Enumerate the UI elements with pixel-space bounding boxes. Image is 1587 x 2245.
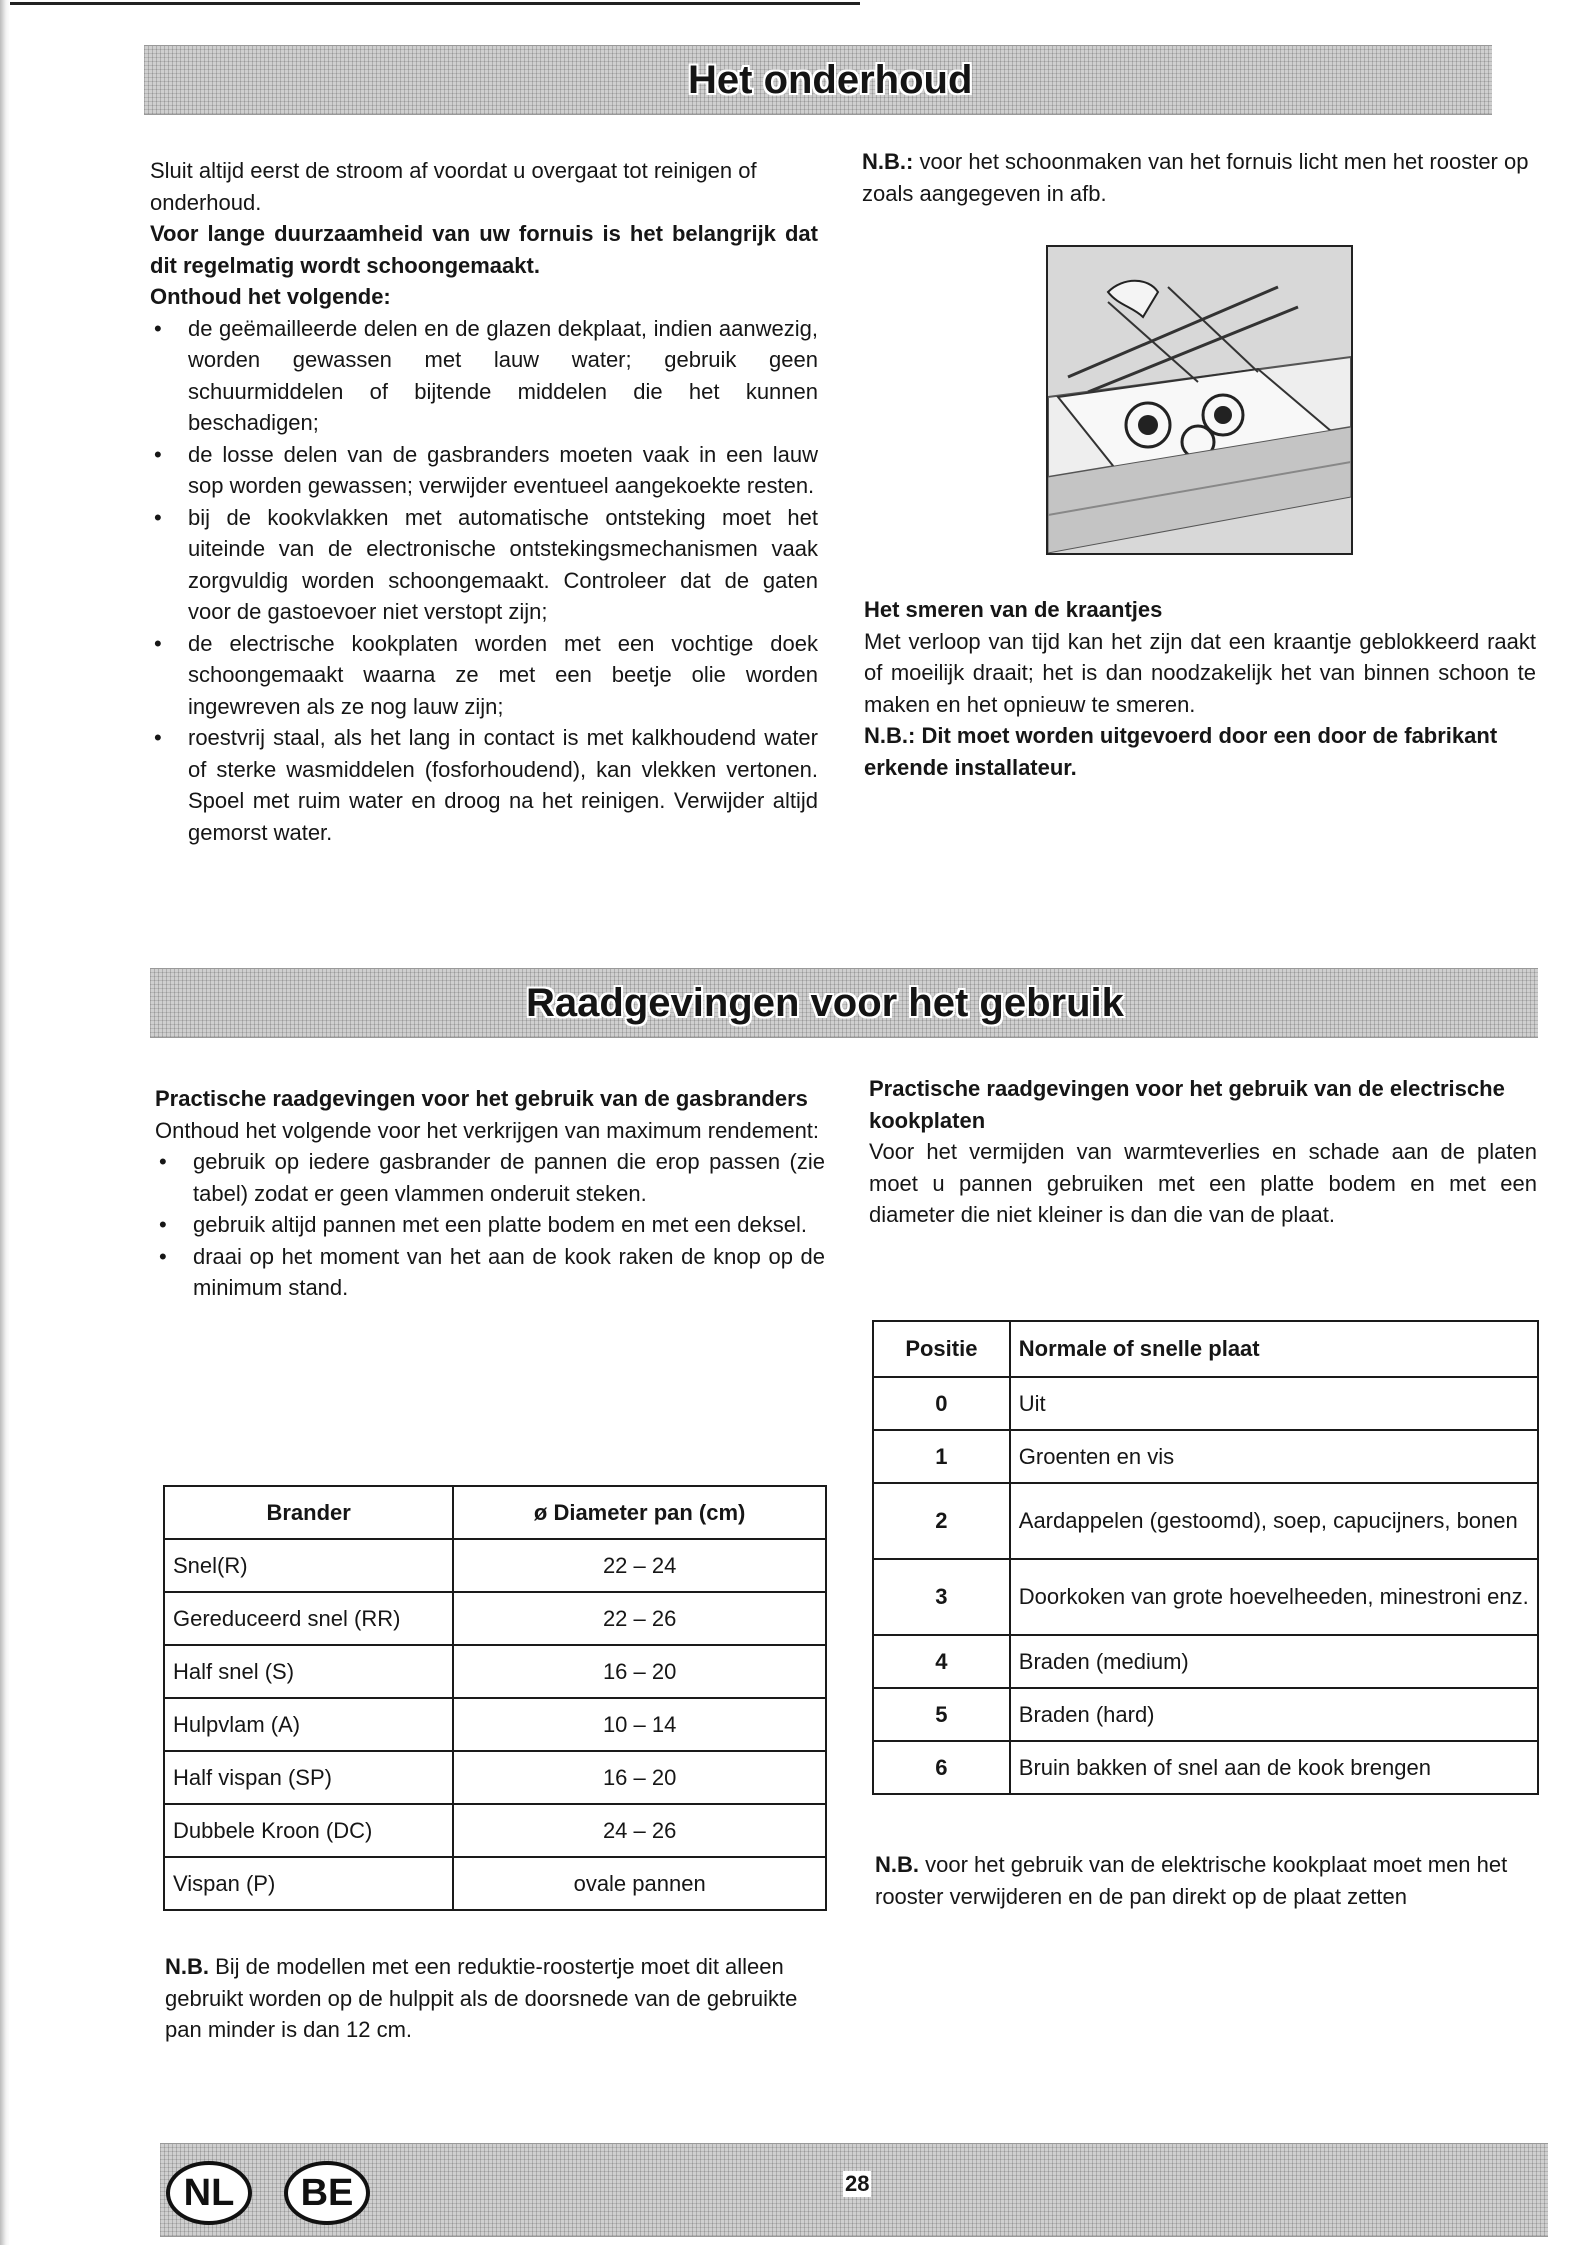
position-description: Uit [1010, 1377, 1538, 1430]
table-row [873, 1741, 1538, 1794]
pan-diameter: ovale pannen [453, 1857, 826, 1910]
maintenance-intro: Sluit altijd eerst de stroom af voordat u overgaat tot reinigen of onderhoud. [150, 158, 757, 215]
table-header: Normale of snelle plaat [1010, 1321, 1538, 1377]
burner-name: Snel(R) [164, 1539, 453, 1592]
gas-advice-intro: Onthoud het volgende voor het verkrijgen van maximum rendement: [155, 1117, 820, 1143]
advice-title: Raadgevingen voor het gebruik [526, 981, 1124, 1025]
maintenance-emphasis: Voor lange duurzaamheid van uw fornuis is het belangrijk dat dit regelmatig wordt schoongemaakt. [150, 221, 818, 278]
country-badge-be: BE [284, 2161, 370, 2225]
grid-lifting-illustration [1046, 245, 1353, 555]
nb-text: voor het gebruik van de elektrische kookplaat moet men het rooster verwijderen en de pan direkt op de plaat zetten [875, 1852, 1508, 1909]
table-row [164, 1698, 826, 1751]
position-description: Groenten en vis [1010, 1430, 1538, 1483]
position-value: 3 [873, 1559, 1010, 1635]
table-header: Brander [164, 1486, 453, 1539]
pan-diameter: 22 – 26 [453, 1592, 826, 1645]
table-row [873, 1483, 1538, 1559]
nb-text: voor het schoonmaken van het fornuis licht men het rooster op zoals aangegeven in afb. [862, 149, 1529, 206]
pan-diameter: 16 – 20 [453, 1751, 826, 1804]
table-row [164, 1804, 826, 1857]
table-row [873, 1377, 1538, 1430]
position-value: 5 [873, 1688, 1010, 1741]
position-value: 4 [873, 1635, 1010, 1688]
list-item: • gebruik op iedere gasbrander de pannen die erop passen (zie tabel) zodat er geen vlammen onderuit steken. [155, 1146, 825, 1209]
table-row [164, 1592, 826, 1645]
cooktop-illustration-svg [1048, 247, 1351, 553]
list-item: • roestvrij staal, als het lang in contact is met kalkhoudend water of sterke wasmiddelen (fosforhoudend), kan vlekken vertonen. Spoel met ruim water en droog na het reinigen. Verwijder altijd gemorst water. [150, 722, 818, 848]
burner-diameter-table [163, 1485, 827, 1911]
table-row [164, 1751, 826, 1804]
table-header: ø Diameter pan (cm) [453, 1486, 826, 1539]
list-item: • bij de kookvlakken met automatische ontsteking moet het uiteinde van de electronische ontstekingsmechanismen vaak zorgvuldig worden schoongemaakt. Controleer dat de gaten voor de gastoevoer niet verstopt zijn; [150, 502, 818, 628]
top-rule [0, 2, 860, 5]
burner-name: Gereduceerd snel (RR) [164, 1592, 453, 1645]
electric-advice-intro: Voor het vermijden van warmteverlies en schade aan de platen moet u pannen gebruiken met een platte bodem en met een diameter die niet kleiner is dan die van de plaat. [869, 1139, 1537, 1227]
burner-name: Hulpvlam (A) [164, 1698, 453, 1751]
electric-advice-heading: Practische raadgevingen voor het gebruik van de electrische kookplaten [869, 1076, 1505, 1133]
electric-nb [875, 1849, 1539, 1912]
position-value: 1 [873, 1430, 1010, 1483]
table-row [164, 1645, 826, 1698]
table-row [873, 1430, 1538, 1483]
list-item: • de electrische kookplaten worden met een vochtige doek schoongemaakt waarna ze met een beetje olie worden ingewreven als ze nog lauw zijn; [150, 628, 818, 723]
burner-name: Half vispan (SP) [164, 1751, 453, 1804]
maintenance-title: Het onderhoud [688, 58, 973, 102]
lubrication-section [864, 594, 1536, 783]
position-value: 0 [873, 1377, 1010, 1430]
lubrication-heading: Het smeren van de kraantjes [864, 597, 1163, 622]
country-badge-nl: NL [166, 2161, 252, 2225]
nb-label: N.B.: [862, 149, 914, 174]
pan-diameter: 10 – 14 [453, 1698, 826, 1751]
maintenance-remember: Onthoud het volgende: [150, 284, 391, 309]
hotplate-position-table [872, 1320, 1539, 1795]
list-item: • gebruik altijd pannen met een platte bodem en met een deksel. [155, 1209, 825, 1241]
scan-edge [0, 0, 10, 2245]
gas-advice-heading: Practische raadgevingen voor het gebruik van de gasbranders [155, 1086, 808, 1111]
nb-text: Bij de modellen met een reduktie-roostertje moet dit alleen gebruikt worden op de hulppit als de doorsnede van de gebruikte pan minder is dan 12 cm. [165, 1954, 798, 2042]
lubrication-text: Met verloop van tijd kan het zijn dat een kraantje geblokkeerd raakt of moeilijk draait; het is dan noodzakelijk het van binnen schoon te maken en het opnieuw te smeren. [864, 628, 1536, 717]
gas-advice-section [155, 1083, 825, 1304]
maintenance-banner [144, 45, 1492, 115]
pan-diameter: 24 – 26 [453, 1804, 826, 1857]
burner-name: Dubbele Kroon (DC) [164, 1804, 453, 1857]
position-description: Braden (medium) [1010, 1635, 1538, 1688]
gas-advice-bullet-list [155, 1146, 825, 1304]
pan-diameter: 22 – 24 [453, 1539, 826, 1592]
burner-name: Vispan (P) [164, 1857, 453, 1910]
pan-diameter: 16 – 20 [453, 1645, 826, 1698]
position-value: 2 [873, 1483, 1010, 1559]
list-item: • draai op het moment van het aan de kook raken de knop op de minimum stand. [155, 1241, 825, 1304]
table-row [873, 1688, 1538, 1741]
table-row [873, 1635, 1538, 1688]
electric-advice-section [869, 1073, 1537, 1231]
maintenance-bullet-list [150, 313, 818, 849]
table-row [164, 1857, 826, 1910]
table-row [873, 1559, 1538, 1635]
burner-name: Half snel (S) [164, 1645, 453, 1698]
position-description: Bruin bakken of snel aan de kook brengen [1010, 1741, 1538, 1794]
maintenance-nb [862, 146, 1532, 209]
advice-banner [150, 968, 1538, 1038]
nb-label: N.B. [875, 1852, 919, 1877]
page-number: 28 [845, 2171, 870, 2196]
table-header: Positie [873, 1321, 1010, 1377]
position-description: Braden (hard) [1010, 1688, 1538, 1741]
position-value: 6 [873, 1741, 1010, 1794]
nb-label: N.B. [165, 1954, 209, 1979]
lubrication-nb: N.B.: Dit moet worden uitgevoerd door een door de fabrikant erkende installateur. [864, 723, 1498, 780]
gas-nb [165, 1951, 825, 2046]
list-item: • de losse delen van de gasbranders moeten vaak in een lauw sop worden gewassen; verwijder eventueel aangekoekte resten. [150, 439, 818, 502]
table-row [164, 1539, 826, 1592]
position-description: Aardappelen (gestoomd), soep, capucijners, bonen [1010, 1483, 1538, 1559]
maintenance-left-column [150, 155, 818, 848]
list-item: • de geëmailleerde delen en de glazen dekplaat, indien aanwezig, worden gewassen met lauw water; gebruik geen schuurmiddelen of bijtende middelen die het kunnen beschadigen; [150, 313, 818, 439]
position-description: Doorkoken van grote hoevelheeden, minestroni enz. [1010, 1559, 1538, 1635]
